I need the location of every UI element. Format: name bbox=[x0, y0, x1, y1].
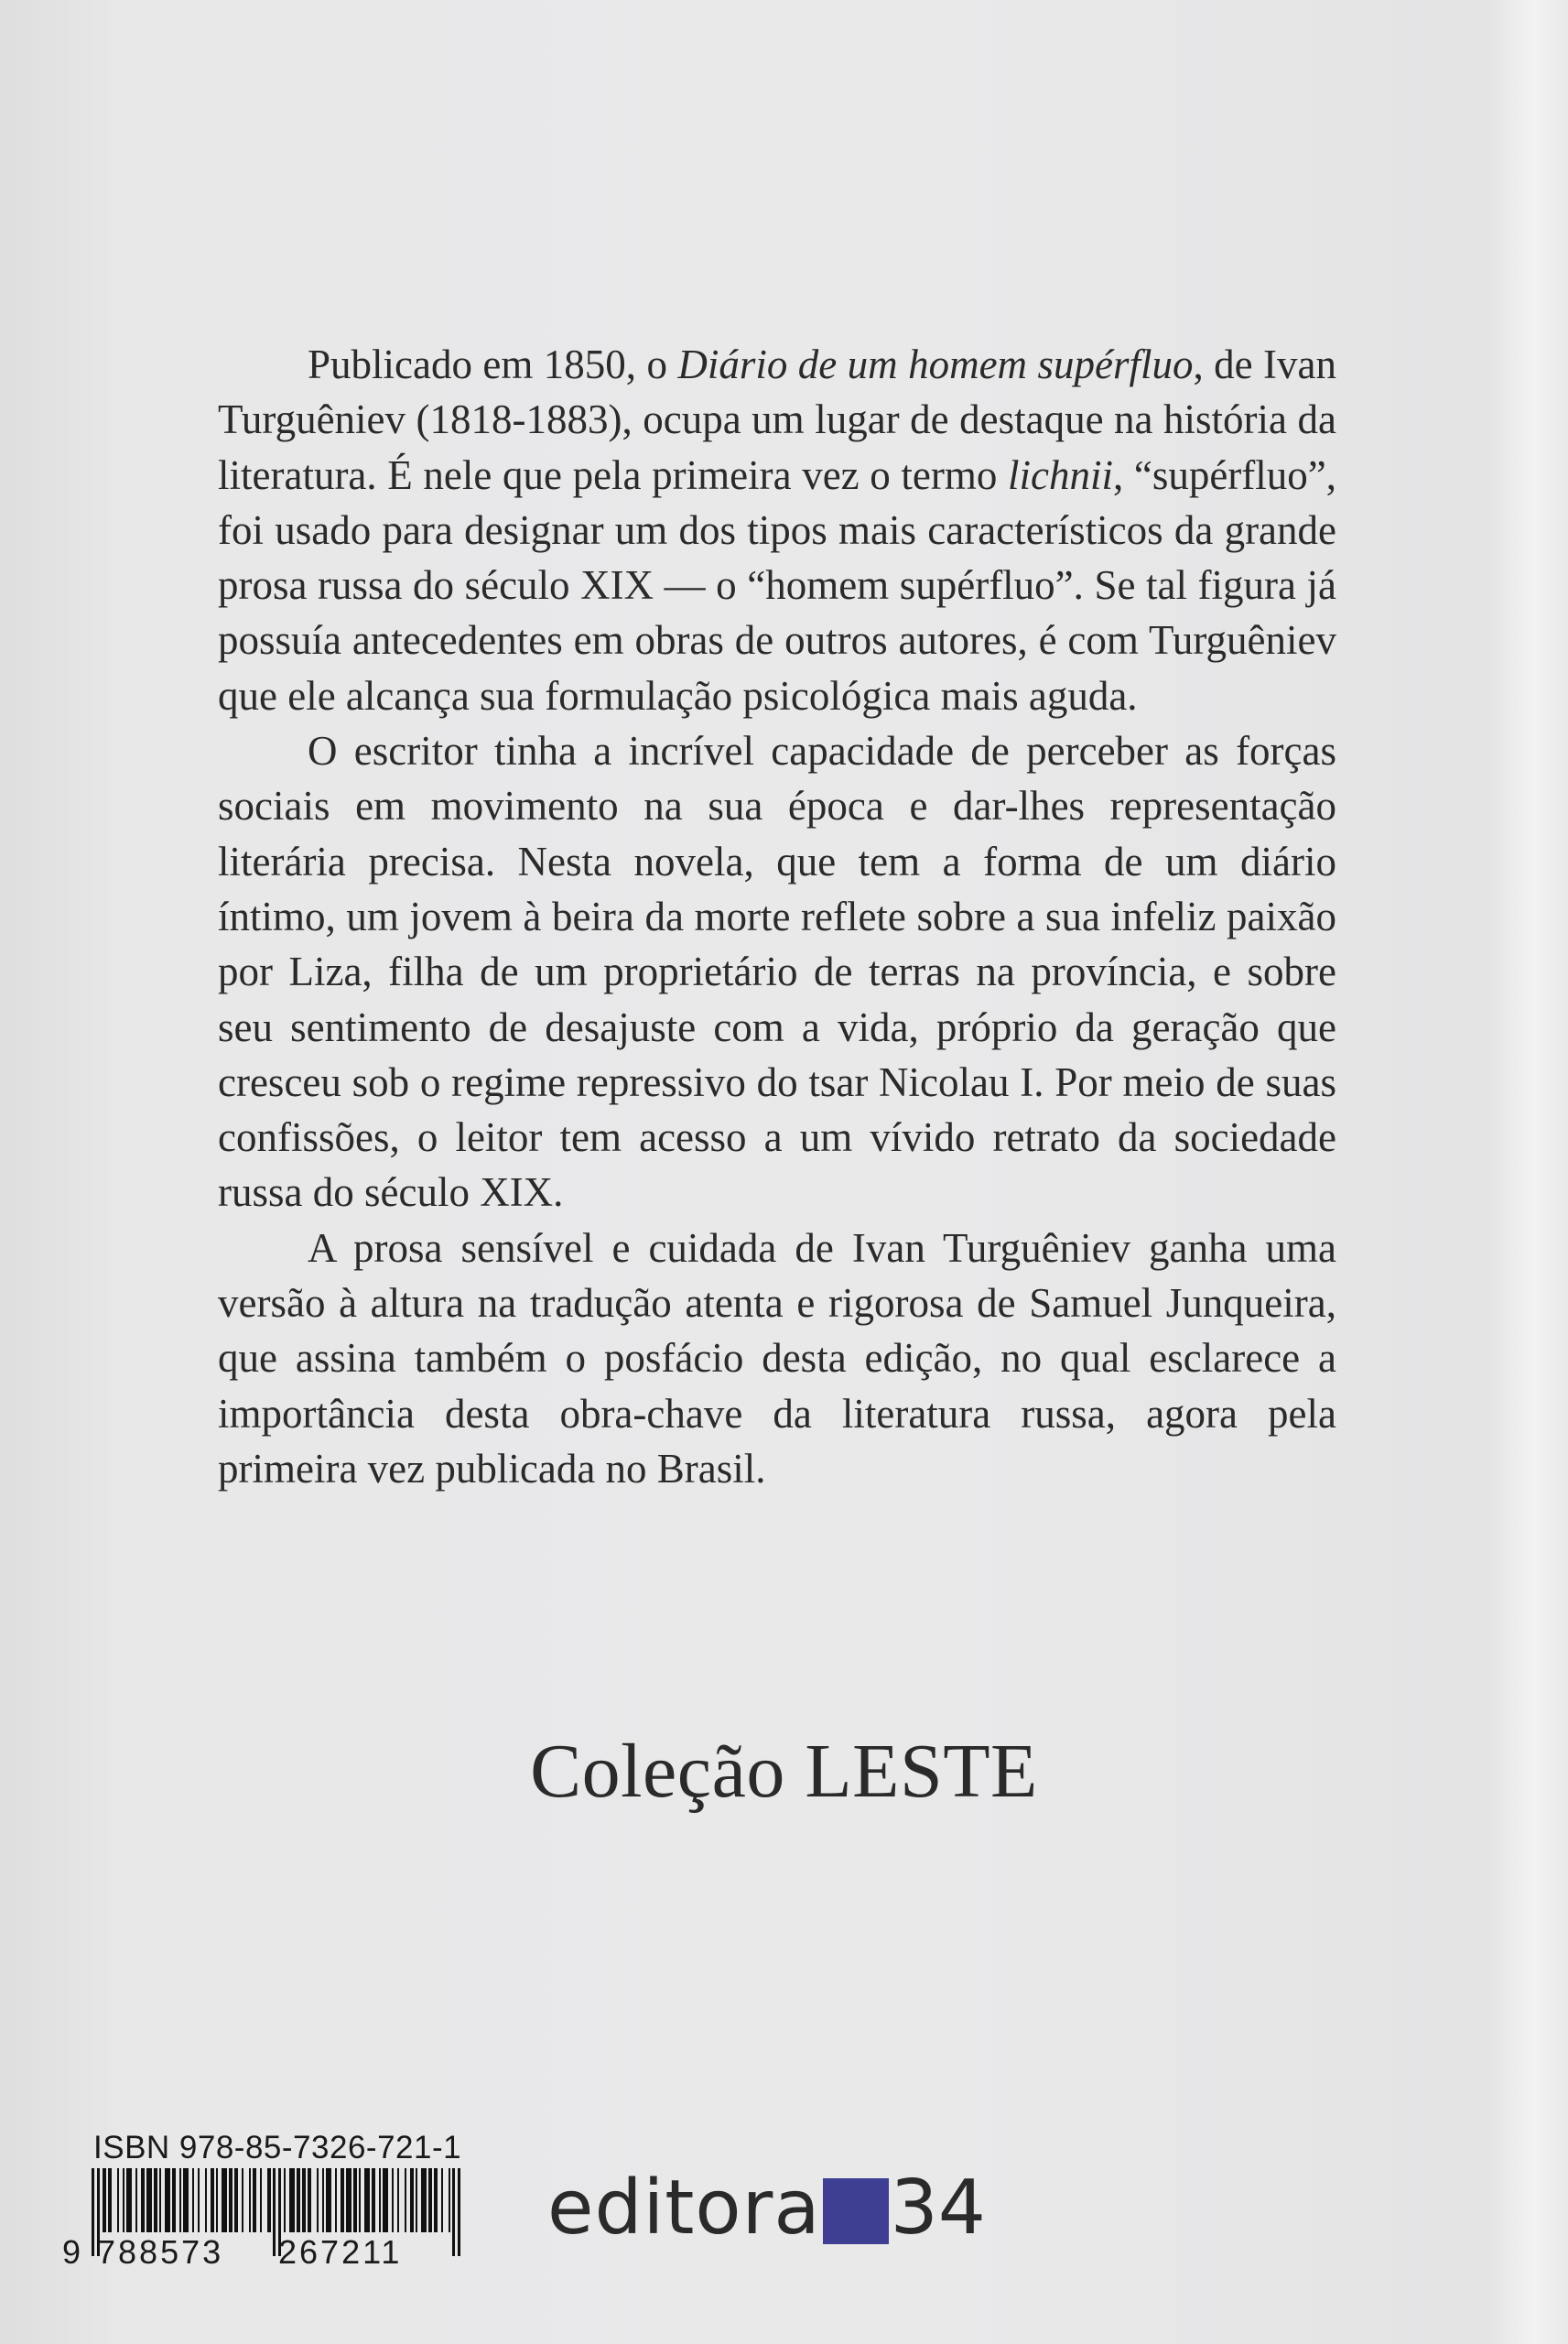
book-title-italic: Diário de um homem supérfluo bbox=[677, 342, 1194, 387]
isbn-barcode-block bbox=[57, 2130, 461, 2267]
publisher-number: 34 bbox=[890, 2164, 986, 2252]
blurb-paragraph-1 bbox=[218, 337, 1336, 723]
publisher-square-mark bbox=[823, 2178, 889, 2244]
blurb-text bbox=[218, 337, 1336, 1496]
blurb-paragraph-3: A prosa sensível e cuidada de Ivan Turguêniev ganha uma versão à altura na tradução atenta e rigorosa de Samuel Junqueira, que assina também o posfácio desta edição, no qual esclarece a importância desta obra-chave da literatura russa, agora pela primeira vez publicada no Brasil. bbox=[218, 1224, 1336, 1492]
barcode-digit-first: 9 bbox=[62, 2233, 81, 2267]
barcode-digits-right: 267211 bbox=[278, 2233, 403, 2267]
publisher-logo bbox=[547, 2157, 986, 2258]
barcode bbox=[57, 2168, 461, 2267]
collection-title: Coleção LESTE bbox=[530, 1729, 1038, 1814]
blurb-p1-start: Publicado em 1850, o bbox=[308, 342, 678, 387]
term-italic: lichnii bbox=[1007, 451, 1113, 498]
isbn-label: ISBN 978-85-7326-721-1 bbox=[93, 2130, 462, 2165]
blurb-p1-end: , “supérfluo”, foi usado para designar um dos tipos mais característicos da grande prosa russa do século XIX — o “homem supérfluo”. Se tal figura já possuía antecedentes em obras de outros autores, é com Turguêniev que ele alcança sua formulação psicológica mais aguda. bbox=[218, 451, 1337, 719]
blurb-p1-middle: , de Ivan Turguêniev (1818-1883), ocupa um lugar de destaque na história da literatura. É nele que pela primeira vez o termo bbox=[218, 342, 1336, 498]
publisher-name: editora bbox=[547, 2164, 821, 2252]
barcode-digits-left: 788573 bbox=[97, 2233, 224, 2267]
blurb-paragraph-2: O escritor tinha a incrível capacidade de perceber as forças sociais em movimento na sua época e dar-lhes representação literária precisa. Nesta novela, que tem a forma de um diário íntimo, um jovem à beira da morte reflete sobre a sua infeliz paixão por Liza, filha de um proprietário de terras na província, e sobre seu sentimento de desajuste com a vida, próprio da geração que cresceu sob o regime repressivo do tsar Nicolau I. Por meio de suas confissões, o leitor tem acesso a um vívido retrato da sociedade russa do século XIX. bbox=[218, 728, 1336, 1216]
